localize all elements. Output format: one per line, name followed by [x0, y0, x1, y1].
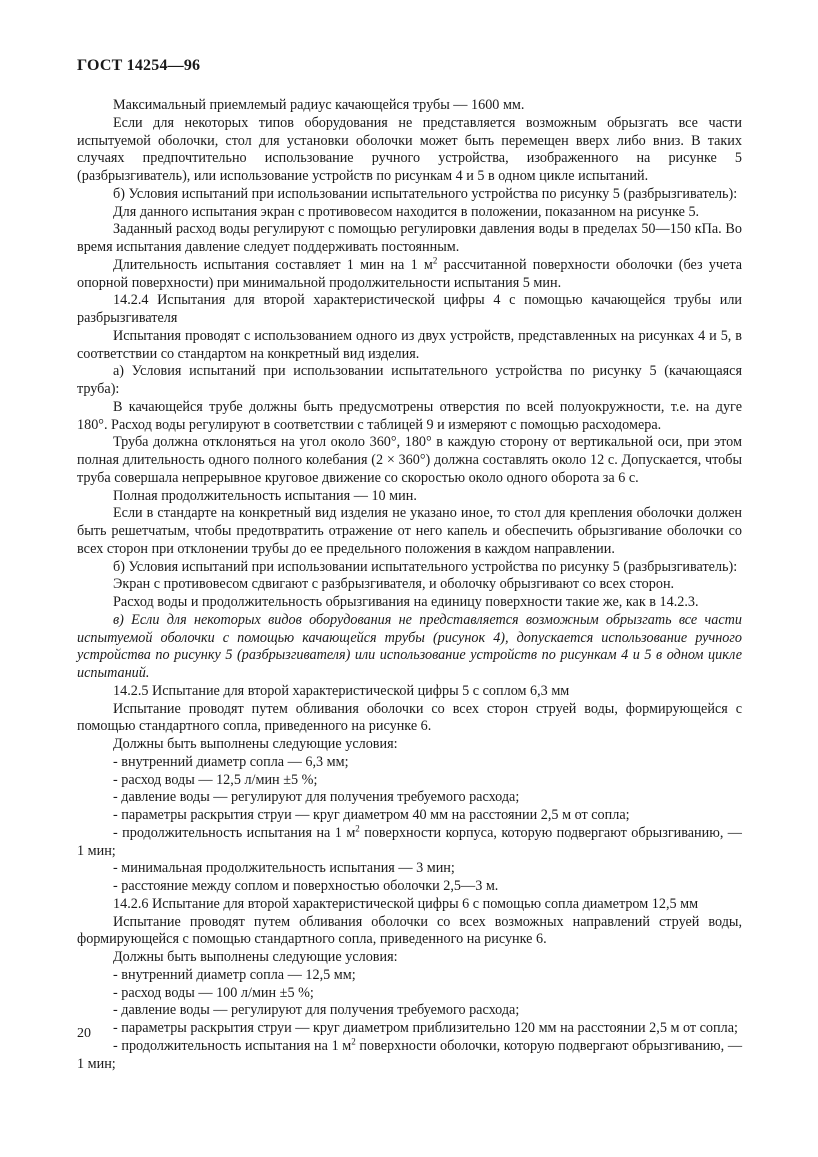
paragraph: в) Если для некоторых видов оборудования не представляется возможным обрызгать все части испытуемой оболочки с помощью качающейся трубы (рисунок 4), допускается использование ручного устройства по рисунку 5 (разбрызгивателя) или использование устройств по рисункам 4 и 5 в одном цикле испытаний. [77, 611, 742, 681]
paragraph: Полная продолжительность испытания — 10 мин. [113, 487, 417, 504]
paragraph [77, 1038, 742, 1074]
paragraph-text: Длительность испытания составляет 1 мин на 1 м [113, 256, 433, 273]
paragraph: Испытание проводят путем обливания оболочки со всех сторон струей воды, формирующейся с помощью стандартного сопла, приведенного на рисунке 6. [77, 700, 742, 735]
paragraph: Должны быть выполнены следующие условия: [113, 736, 398, 752]
paragraph-text: - продолжительность испытания на 1 м [113, 1037, 352, 1054]
paragraph-text: поверхности оболочки, которую подвергают обрызгиванию, — 1 мин; [77, 1037, 743, 1072]
paragraph: Испытания проводят с использованием одного из двух устройств, представленных на рисунках 4 и 5, в соответствии со стандартом на конкретный вид изделия. [77, 327, 742, 362]
paragraph: б) Условия испытаний при использовании испытательного устройства по рисунку 5 (разбрызгиватель): [113, 558, 738, 575]
superscript: 2 [432, 255, 438, 266]
paragraph [77, 257, 742, 293]
page-number: 20 [77, 1026, 91, 1041]
paragraph: Для данного испытания экран с противовесом находится в положении, показанном на рисунке 5. [113, 203, 700, 220]
paragraph: Испытание проводят путем обливания оболочки со всех возможных направлений струей воды, формирующейся с помощью стандартного сопла, приведенного на рисунке 6. [77, 913, 742, 948]
paragraph: Максимальный приемлемый радиус качающейся трубы — 1600 мм. [113, 97, 525, 113]
paragraph: - параметры раскрытия струи — круг диаметром приблизительно 120 мм на расстоянии 2,5 м от сопла; [113, 1020, 738, 1036]
paragraph: - параметры раскрытия струи — круг диаметром 40 мм на расстоянии 2,5 м от сопла; [113, 807, 630, 823]
superscript: 2 [355, 823, 360, 834]
paragraph: 14.2.5 Испытание для второй характеристической цифры 5 с соплом 6,3 мм [113, 682, 570, 699]
paragraph: Заданный расход воды регулируют с помощью регулировки давления воды в пределах 50—150 кПа. Во время испытания давление следует поддерживать постоянным. [77, 221, 742, 255]
paragraph: а) Условия испытаний при использовании испытательного устройства по рисунку 5 (качающаяся труба): [77, 363, 742, 397]
superscript: 2 [351, 1036, 356, 1047]
paragraph: Труба должна отклоняться на угол около 360°, 180° в каждую сторону от вертикальной оси, при этом полная длительность одного полного колебания (2 × 360°) должна составлять около 12 с. Допускается, чтобы труба совершала непрерывное круговое движение со скоростью около одного оборота за 6 с. [77, 434, 742, 486]
page-header-title: ГОСТ 14254—96 [77, 57, 201, 74]
paragraph-text: - продолжительность испытания на 1 м [113, 824, 356, 841]
paragraph: В качающейся трубе должны быть предусмотрены отверстия по всей полуокружности, т.е. на дуге 180°. Расход воды регулируют в соответствии с таблицей 9 и измеряют с помощью расходомера. [77, 398, 742, 433]
paragraph: - давление воды — регулируют для получения требуемого расхода; [113, 1002, 520, 1019]
paragraph: Если для некоторых типов оборудования не представляется возможным обрызгать все части испытуемой оболочки, стол для установки оболочки может быть перемещен вверх либо вниз. В таких случаях предпочтительно использование ручного устройства, изображенного на рисунке 5 (разбрызгиватель), или использование устройств по рисункам 4 и 5 в одном цикле испытаний. [77, 114, 742, 184]
paragraph: - давление воды — регулируют для получения требуемого расхода; [113, 789, 520, 806]
paragraph: - расстояние между соплом и поверхностью оболочки 2,5—3 м. [113, 878, 499, 894]
paragraph-text: поверхности корпуса, которую подвергают обрызгиванию, — 1 мин; [77, 824, 742, 859]
paragraph: - внутренний диаметр сопла — 12,5 мм; [113, 966, 356, 983]
paragraph: Расход воды и продолжительность обрызгивания на единицу поверхности такие же, как в 14.2.3. [113, 594, 699, 610]
paragraph: Должны быть выполнены следующие условия: [113, 949, 398, 965]
paragraph: 14.2.6 Испытание для второй характеристической цифры 6 с помощью сопла диаметром 12,5 мм [113, 895, 699, 912]
paragraph: Экран с противовесом сдвигают с разбрызгивателя, и оболочку обрызгивают со всех сторон. [113, 576, 675, 593]
paragraph: - расход воды — 100 л/мин ±5 %; [113, 984, 314, 1001]
paragraph: - расход воды — 12,5 л/мин ±5 %; [113, 771, 318, 788]
document-body [77, 97, 742, 1073]
paragraph [77, 825, 742, 861]
paragraph-text: рассчитанной поверхности оболочки (без учета опорной поверхности) при минимальной продолжительности испытания 5 мин. [77, 256, 742, 291]
paragraph: Если в стандарте на конкретный вид изделия не указано иное, то стол для крепления оболочки должен быть решетчатым, чтобы предотвратить отражение от него капель и обеспечить обрызгивание оболочки со всех сторон при отклонении трубы до ее предельного положения в каждом направлении. [77, 505, 742, 557]
paragraph: - внутренний диаметр сопла — 6,3 мм; [113, 753, 349, 770]
paragraph: 14.2.4 Испытания для второй характеристической цифры 4 с помощью качающейся трубы или разбрызгивателя [77, 292, 742, 326]
paragraph: - минимальная продолжительность испытания — 3 мин; [113, 860, 455, 877]
paragraph: б) Условия испытаний при использовании испытательного устройства по рисунку 5 (разбрызгиватель): [113, 185, 738, 202]
